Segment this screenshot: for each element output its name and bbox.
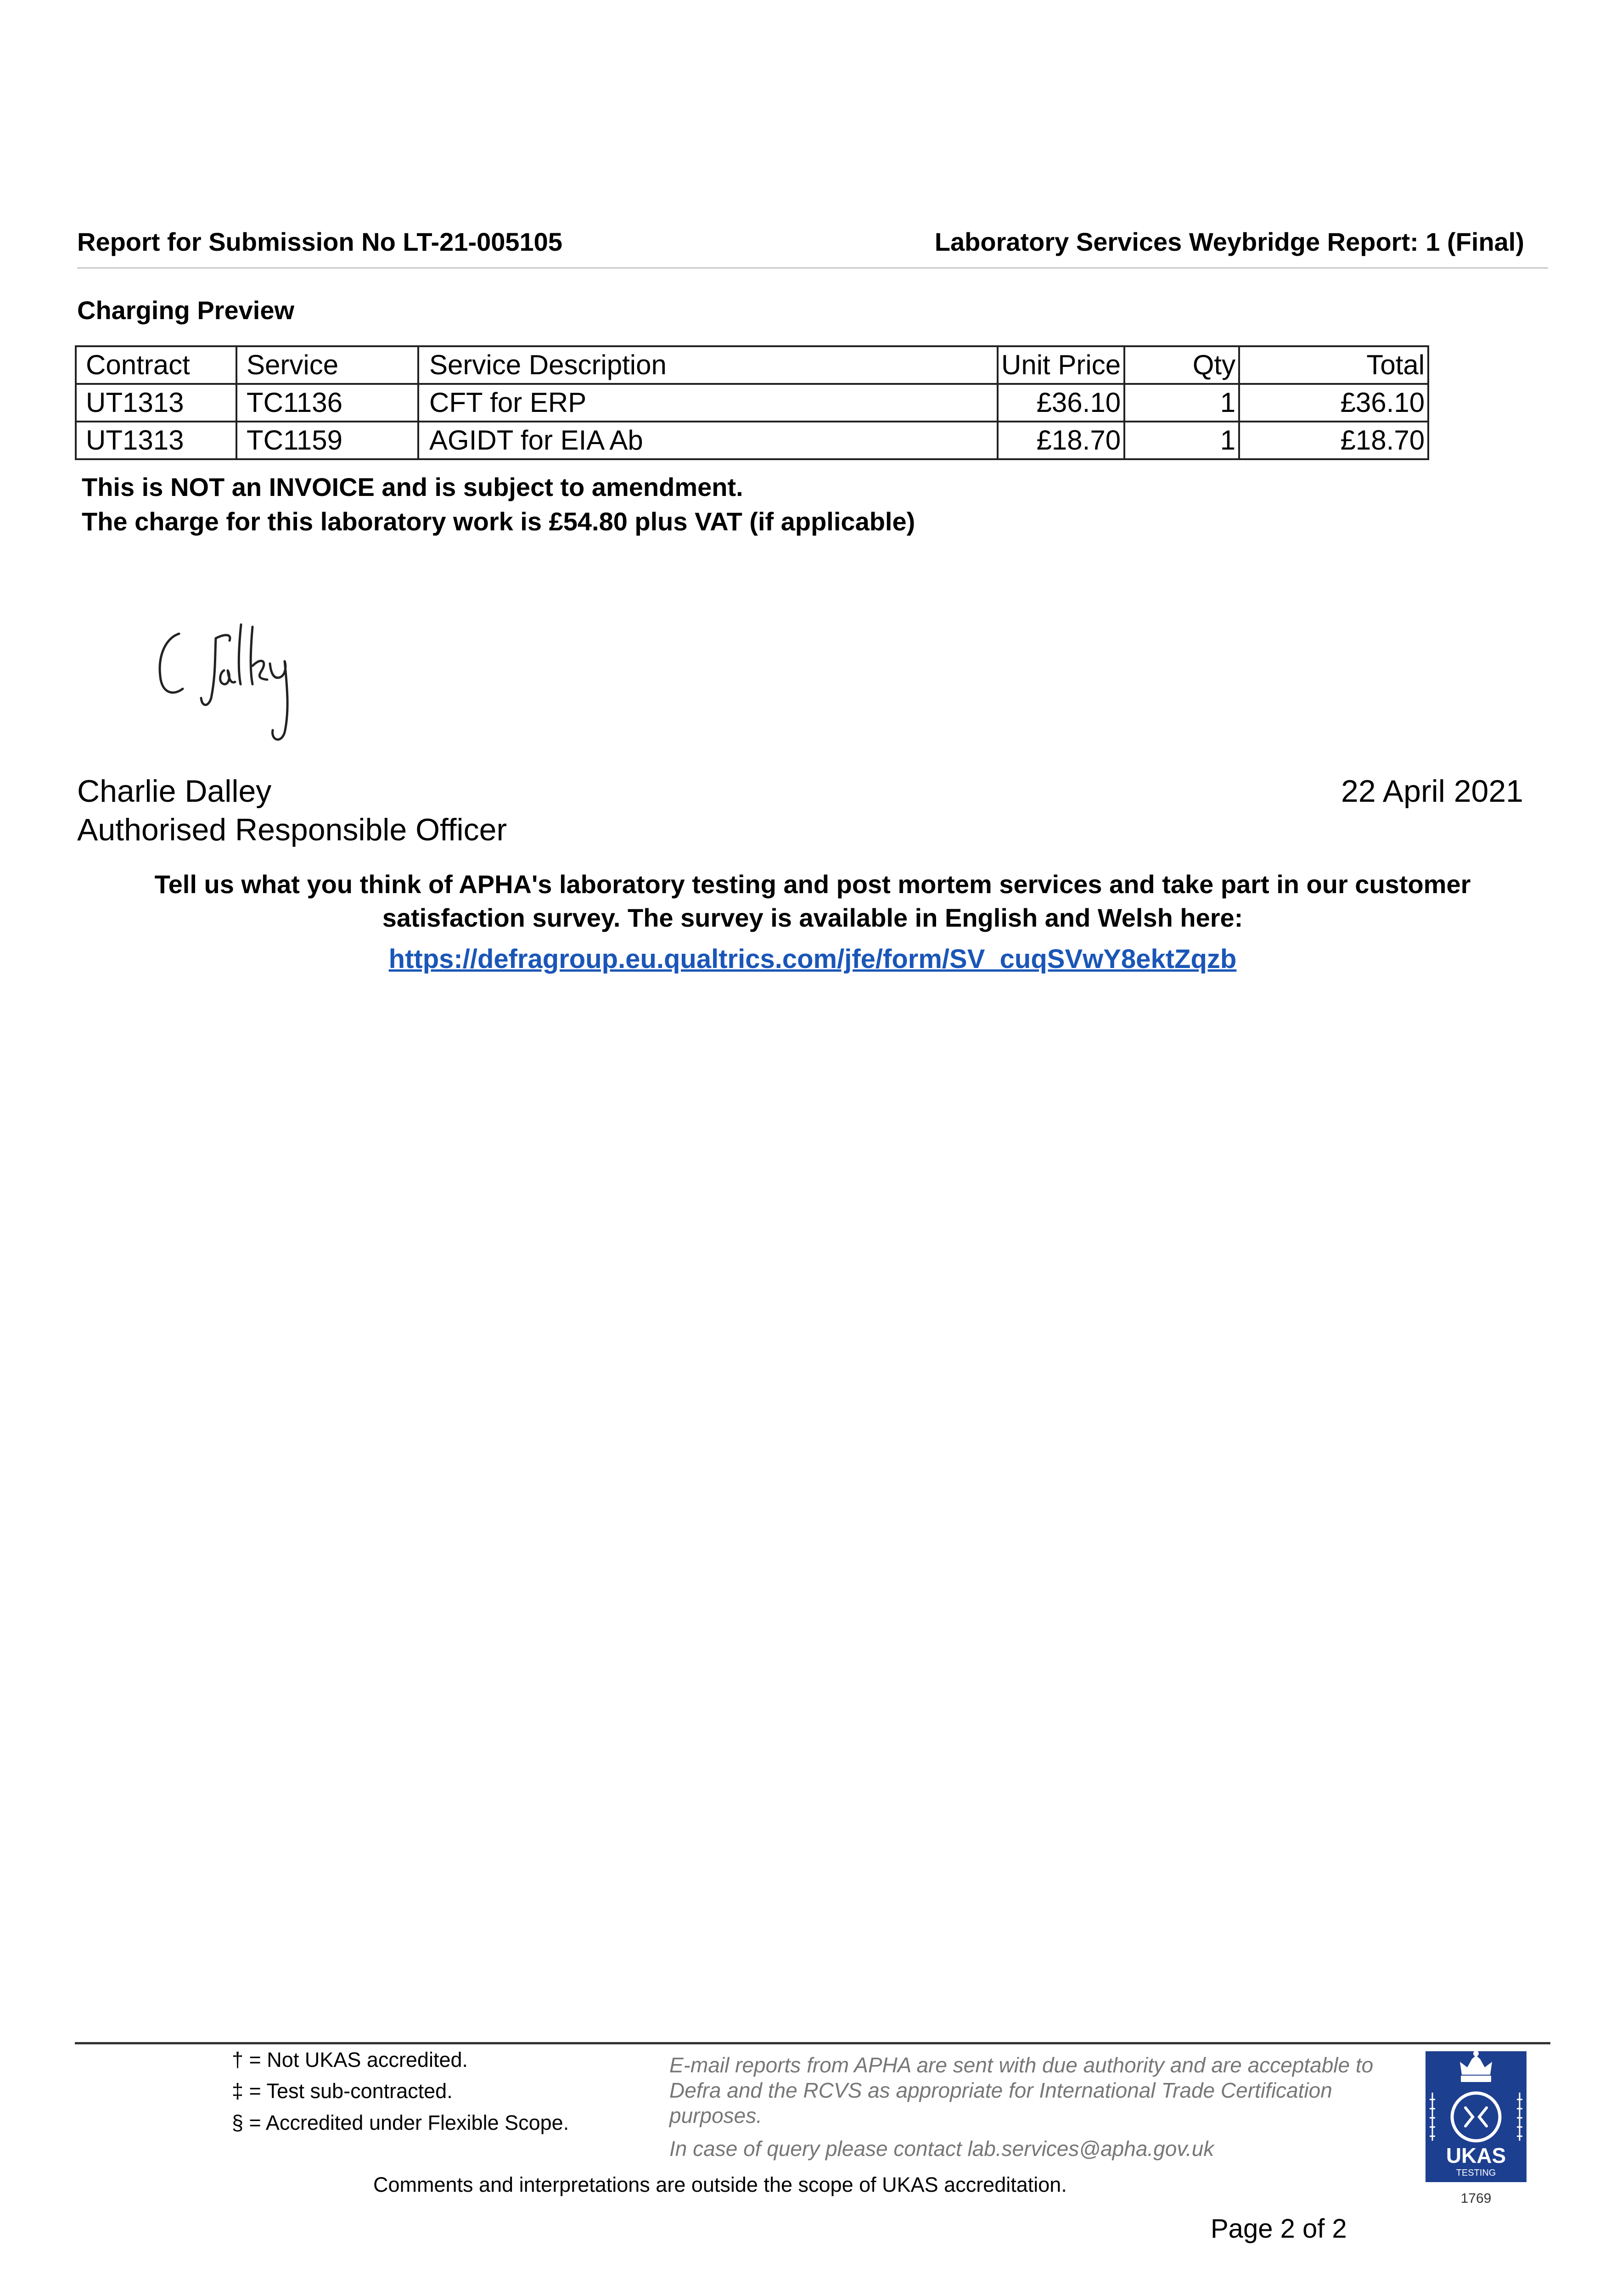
contract-cell: UT1313 — [76, 384, 236, 422]
qty-cell: 1 — [1124, 422, 1239, 459]
ukas-logo-number: 1769 — [1460, 2191, 1492, 2206]
total-cell: £18.70 — [1239, 422, 1428, 459]
ukas-scope-note: Comments and interpretations are outside the scope of UKAS accreditation. — [373, 2173, 1067, 2196]
report-date: 22 April 2021 — [1341, 774, 1523, 809]
legend-sub-contracted: ‡ = Test sub-contracted. — [232, 2079, 453, 2103]
footer-divider — [75, 2042, 1550, 2044]
column-header: Contract — [76, 346, 236, 384]
description-cell: AGIDT for EIA Ab — [418, 422, 998, 459]
ukas-logo-sub: TESTING — [1456, 2168, 1496, 2178]
contract-cell: UT1313 — [76, 422, 236, 459]
query-contact: In case of query please contact lab.services@apha.gov.uk — [669, 2137, 1214, 2161]
total-cell: £36.10 — [1239, 384, 1428, 422]
not-invoice-notice: This is NOT an INVOICE and is subject to amendment. — [82, 473, 743, 501]
description-cell: CFT for ERP — [418, 384, 998, 422]
legend-flexible-scope: § = Accredited under Flexible Scope. — [232, 2111, 569, 2134]
charges-table — [75, 345, 1429, 460]
email-authority-note: E-mail reports from APHA are sent with due authority and are acceptable to Defra and the RCVS as appropriate for International Trade Certification purposes. — [669, 2053, 1374, 2127]
charging-preview-title: Charging Preview — [77, 296, 295, 325]
ukas-logo — [1423, 2049, 1529, 2210]
column-header: Service — [236, 346, 418, 384]
report-title: Laboratory Services Weybridge Report: 1 (Final) — [934, 227, 1524, 256]
charge-total-notice: The charge for this laboratory work is £54.80 plus VAT (if applicable) — [82, 507, 915, 536]
unit-price-cell: £18.70 — [998, 422, 1124, 459]
signer-name: Charlie Dalley — [77, 774, 272, 809]
table-header-row — [76, 346, 1428, 384]
table-row — [76, 384, 1428, 422]
column-header: Unit Price — [998, 346, 1124, 384]
page-number: Page 2 of 2 — [1211, 2214, 1347, 2244]
signer-role: Authorised Responsible Officer — [77, 812, 507, 847]
survey-link[interactable]: https://defragroup.eu.qualtrics.com/jfe/form/SV_cuqSVwY8ektZqzb — [388, 944, 1237, 974]
service-cell: TC1159 — [236, 422, 418, 459]
qty-cell: 1 — [1124, 384, 1239, 422]
unit-price-cell: £36.10 — [998, 384, 1124, 422]
column-header: Total — [1239, 346, 1428, 384]
column-header: Qty — [1124, 346, 1239, 384]
survey-text-line-1: Tell us what you think of APHA's laboratory testing and post mortem services and take part in our customer — [154, 870, 1471, 899]
header-divider — [77, 267, 1548, 269]
ukas-logo-text: UKAS — [1446, 2144, 1506, 2167]
service-cell: TC1136 — [236, 384, 418, 422]
survey-text-line-2: satisfaction survey. The survey is available in English and Welsh here: — [382, 903, 1243, 932]
legend-not-accredited: † = Not UKAS accredited. — [232, 2048, 468, 2071]
handwritten-signature — [147, 620, 321, 762]
submission-number: Report for Submission No LT-21-005105 — [77, 227, 562, 256]
table-row — [76, 422, 1428, 459]
column-header: Service Description — [418, 346, 998, 384]
